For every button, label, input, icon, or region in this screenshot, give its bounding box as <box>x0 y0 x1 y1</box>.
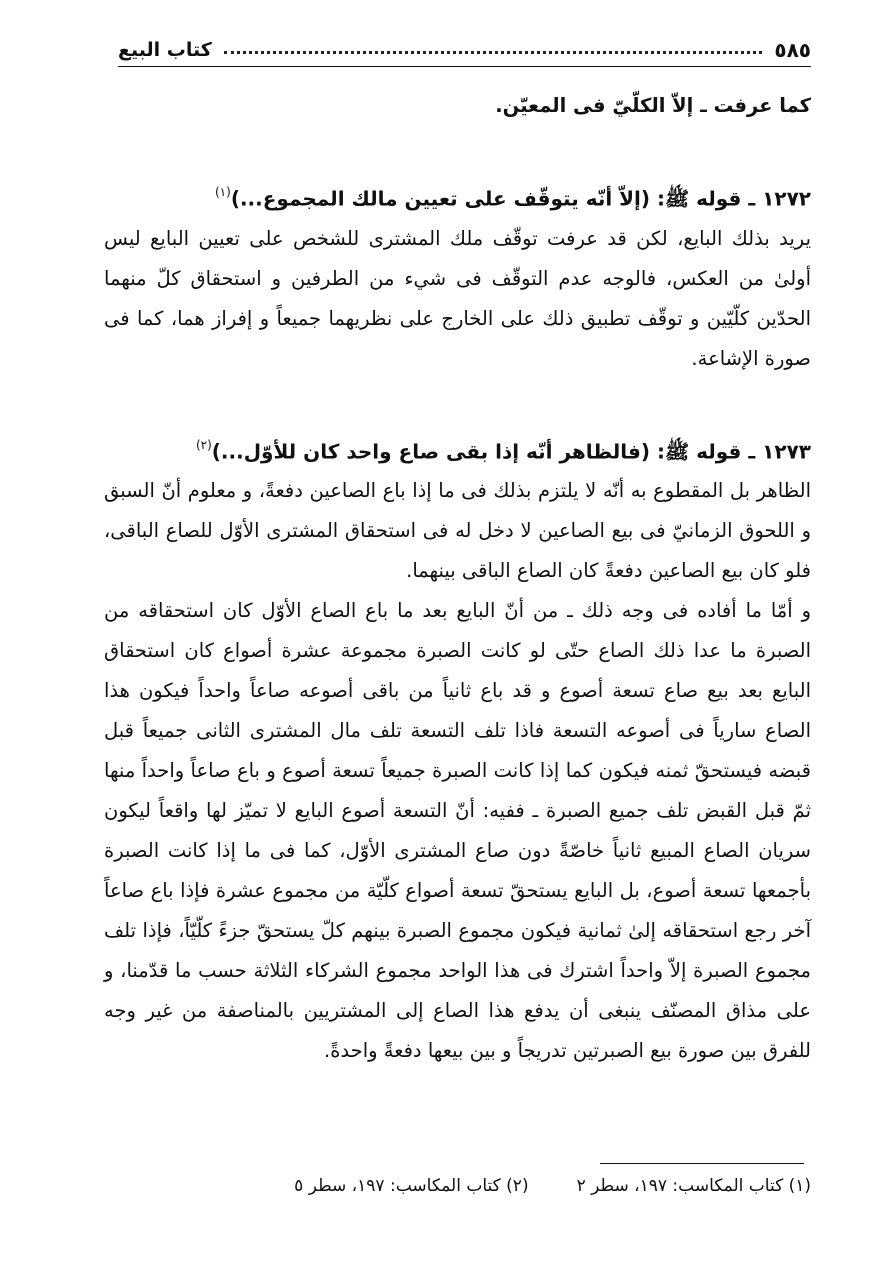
footnote-2: (٢) كتاب المكاسب: ١٩٧، سطر ٥ <box>294 1176 529 1196</box>
footnote-ref-1: (١) <box>214 185 231 199</box>
entry-1272-text: يريد بذلك البايع، لكن قد عرفت توقّف ملك المشترى للشخص على تعيين البايع ليس أولىٰ من العكس، فالوجه عدم التوقّف فى شيء من الطرفين و استحقاق كلّ منهما الحدّين كلّيّين و توقّف تطبيق ذلك على الخارج على نظريهما جميعاً و إفراز هما، كما فى صورة الإشاعة. <box>104 226 811 370</box>
header-rule <box>118 66 811 67</box>
footnotes <box>196 1176 811 1196</box>
header-dot-leader <box>224 51 763 54</box>
entry-1272-title: ١٢٧٢ ـ قوله ﷺ: (إلاّ أنّه يتوقّف على تعيين مالك المجموع...) <box>230 186 811 211</box>
entry-1273-title: ١٢٧٣ ـ قوله ﷺ: (فالظاهر أنّه إذا بقى صاع واحد كان للأوّل...) <box>211 439 811 464</box>
footnote-rule <box>600 1163 804 1164</box>
entry-1273-paragraph-1: الظاهر بل المقطوع به أنّه لا يلتزم بذلك فى ما إذا باع الصاعين دفعةً، و معلوم أنّ السبق و اللحوق الزمانيّ فى بيع الصاعين لا دخل له فى استحقاق المشترى الأوّل للصاع الباقى، فلو كان بيع الصاعين دفعةً كان الصاع الباقى بينهما. <box>104 479 811 583</box>
entry-1272-heading <box>104 174 811 219</box>
page-number: ٥٨٥ <box>774 38 811 62</box>
footnote-1: (١) كتاب المكاسب: ١٩٧، سطر ٢ <box>576 1176 811 1196</box>
running-header <box>118 38 811 62</box>
page-body <box>104 86 811 1071</box>
entry-1273-paragraph-2: و أمّا ما أفاده فى وجه ذلك ـ من أنّ البايع بعد ما باع الصاع الأوّل كان استحقاقه من الصبرة ما عدا ذلك الصاع حتّى لو كانت الصبرة مجموعة عشرة أصواع كان استحقاق البايع بعد بيع صاع تسعة أصوع و قد باع ثانياً من باقى أصوعه صاعاً واحداً فيكون هذا الصاع سارياً فى أصوعه التسعة فاذا تلف التسعة تلف مال المشترى الثانى جميعاً قبل قبضه فيستحقّ ثمنه فيكون كما إذا كانت الصبرة جميعاً تسعة أصوع و باع صاعاً واحداً منها ثمّ قبل القبض تلف جميع الصبرة ـ ففيه: أنّ التسعة أصوع البايع لا تميّز لها واقعاً ليكون سريان الصاع المبيع ثانياً خاصّةً دون صاع المشترى الأوّل، كما فى ما إذا كانت الصبرة بأجمعها تسعة أصوع، بل البايع يستحقّ تسعة أصواع كلّيّة من مجموع عشرة فإذا باع صاعاً آخر رجع استحقاقه إلىٰ ثمانية فيكون مجموع الصبرة بينهم كلّ يستحقّ جزءً كلّيّاً، فإذا تلف مجموع الصبرة إلاّ واحداً اشترك فى هذا الواحد مجموع الشركاء الثلاثة حسب ما قدّمنا، و على مذاق المصنّف ينبغى أن يدفع هذا الصاع إلى المشتريين بالمناصفة من غير وجه للفرق بين صورة بيع الصبرتين تدريجاً و بين بيعها دفعةً واحدةً. <box>104 599 811 1063</box>
entry-1273-heading <box>104 427 811 472</box>
book-title: كتاب البيع <box>118 39 212 61</box>
intro-line: كما عرفت ـ إلاّ الكلّيّ فى المعيّن. <box>495 94 811 117</box>
footnote-ref-2: (٢) <box>195 437 212 452</box>
